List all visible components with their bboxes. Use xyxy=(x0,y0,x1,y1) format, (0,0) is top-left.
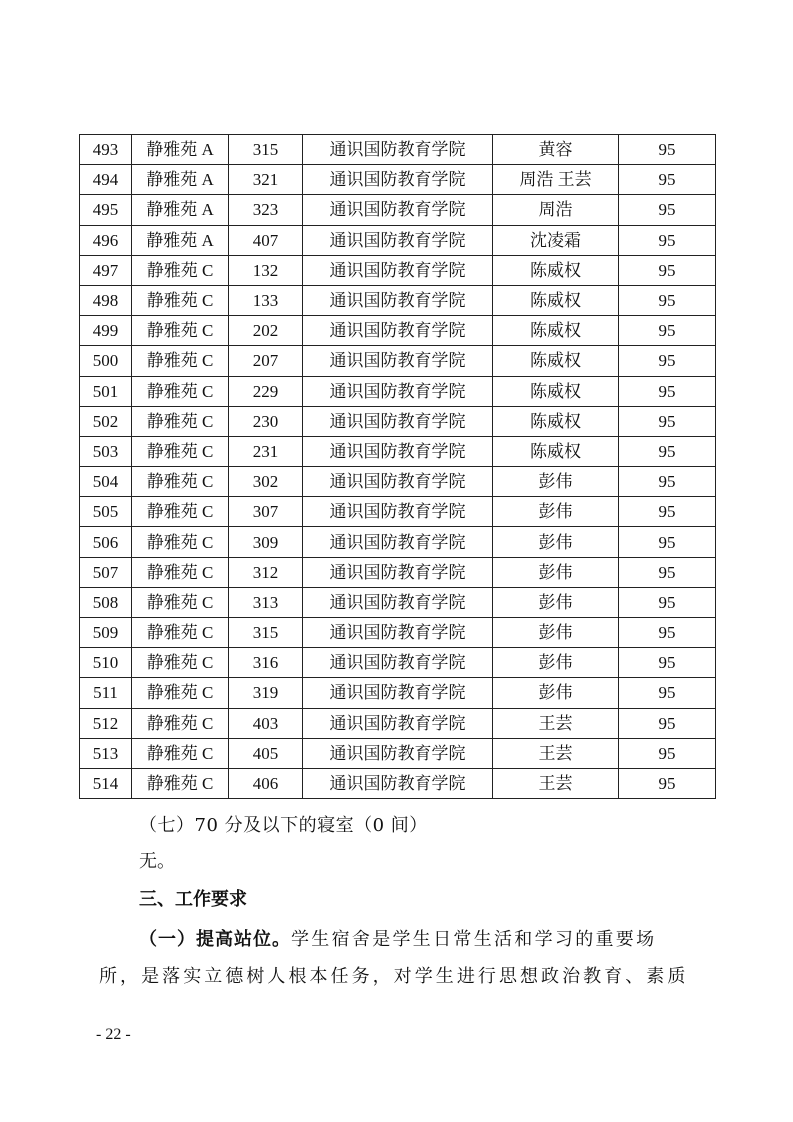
cell-room: 315 xyxy=(229,618,303,648)
cell-building: 静雅苑 C xyxy=(132,255,229,285)
cell-building: 静雅苑 C xyxy=(132,678,229,708)
cell-room: 407 xyxy=(229,225,303,255)
cell-number: 500 xyxy=(80,346,132,376)
cell-person: 陈威权 xyxy=(493,406,619,436)
cell-person: 彭伟 xyxy=(493,618,619,648)
cell-person: 沈凌霜 xyxy=(493,225,619,255)
cell-room: 403 xyxy=(229,708,303,738)
cell-building: 静雅苑 C xyxy=(132,527,229,557)
paragraph-line-2: 所，是落实立德树人根本任务，对学生进行思想政治教育、素质 xyxy=(99,966,689,987)
cell-score: 95 xyxy=(619,285,716,315)
cell-college: 通识国防教育学院 xyxy=(303,436,493,466)
table-row xyxy=(80,436,716,466)
table-row xyxy=(80,195,716,225)
cell-person: 陈威权 xyxy=(493,376,619,406)
cell-number: 511 xyxy=(80,678,132,708)
cell-building: 静雅苑 C xyxy=(132,648,229,678)
cell-college: 通识国防教育学院 xyxy=(303,316,493,346)
cell-room: 202 xyxy=(229,316,303,346)
cell-number: 502 xyxy=(80,406,132,436)
cell-person: 彭伟 xyxy=(493,557,619,587)
cell-score: 95 xyxy=(619,708,716,738)
paragraph-line-1-text: 学生宿舍是学生日常生活和学习的重要场 xyxy=(291,929,657,950)
table-row xyxy=(80,376,716,406)
cell-person: 王芸 xyxy=(493,738,619,768)
cell-person: 周浩 xyxy=(493,195,619,225)
cell-score: 95 xyxy=(619,376,716,406)
table-row xyxy=(80,316,716,346)
cell-score: 95 xyxy=(619,738,716,768)
cell-number: 513 xyxy=(80,738,132,768)
cell-college: 通识国防教育学院 xyxy=(303,768,493,798)
table-row xyxy=(80,255,716,285)
cell-person: 彭伟 xyxy=(493,587,619,617)
cell-college: 通识国防教育学院 xyxy=(303,678,493,708)
table-row xyxy=(80,406,716,436)
cell-building: 静雅苑 C xyxy=(132,376,229,406)
cell-number: 493 xyxy=(80,135,132,165)
cell-building: 静雅苑 C xyxy=(132,768,229,798)
table-row xyxy=(80,678,716,708)
cell-number: 497 xyxy=(80,255,132,285)
cell-score: 95 xyxy=(619,618,716,648)
table-row xyxy=(80,497,716,527)
cell-score: 95 xyxy=(619,195,716,225)
cell-college: 通识国防教育学院 xyxy=(303,165,493,195)
cell-building: 静雅苑 C xyxy=(132,738,229,768)
cell-score: 95 xyxy=(619,316,716,346)
cell-number: 505 xyxy=(80,497,132,527)
table-row xyxy=(80,285,716,315)
cell-room: 406 xyxy=(229,768,303,798)
dormitory-score-table xyxy=(79,134,716,799)
cell-building: 静雅苑 C xyxy=(132,618,229,648)
cell-room: 313 xyxy=(229,587,303,617)
cell-college: 通识国防教育学院 xyxy=(303,225,493,255)
cell-room: 302 xyxy=(229,467,303,497)
cell-number: 494 xyxy=(80,165,132,195)
cell-room: 132 xyxy=(229,255,303,285)
cell-room: 312 xyxy=(229,557,303,587)
cell-room: 133 xyxy=(229,285,303,315)
table-row xyxy=(80,618,716,648)
page-number: - 22 - xyxy=(96,1026,131,1043)
cell-college: 通识国防教育学院 xyxy=(303,648,493,678)
cell-college: 通识国防教育学院 xyxy=(303,618,493,648)
cell-person: 黄容 xyxy=(493,135,619,165)
cell-building: 静雅苑 A xyxy=(132,165,229,195)
cell-number: 495 xyxy=(80,195,132,225)
none-text: 无。 xyxy=(139,851,175,872)
table-body xyxy=(80,135,716,799)
cell-building: 静雅苑 C xyxy=(132,406,229,436)
table-row xyxy=(80,557,716,587)
cell-building: 静雅苑 C xyxy=(132,346,229,376)
cell-building: 静雅苑 C xyxy=(132,497,229,527)
cell-building: 静雅苑 C xyxy=(132,316,229,346)
cell-room: 309 xyxy=(229,527,303,557)
cell-person: 王芸 xyxy=(493,768,619,798)
cell-person: 彭伟 xyxy=(493,527,619,557)
table-row xyxy=(80,708,716,738)
cell-number: 506 xyxy=(80,527,132,557)
cell-room: 207 xyxy=(229,346,303,376)
cell-number: 499 xyxy=(80,316,132,346)
cell-person: 王芸 xyxy=(493,708,619,738)
subheading-seven: （七）70 分及以下的寝室（0 间） xyxy=(139,815,428,836)
cell-score: 95 xyxy=(619,255,716,285)
cell-college: 通识国防教育学院 xyxy=(303,255,493,285)
cell-score: 95 xyxy=(619,406,716,436)
section-heading-work-requirements: 三、工作要求 xyxy=(139,889,247,910)
cell-room: 319 xyxy=(229,678,303,708)
cell-number: 510 xyxy=(80,648,132,678)
cell-score: 95 xyxy=(619,165,716,195)
cell-building: 静雅苑 A xyxy=(132,135,229,165)
cell-number: 508 xyxy=(80,587,132,617)
cell-college: 通识国防教育学院 xyxy=(303,195,493,225)
paragraph-line-1 xyxy=(139,931,739,949)
cell-number: 509 xyxy=(80,618,132,648)
cell-college: 通识国防教育学院 xyxy=(303,135,493,165)
cell-building: 静雅苑 C xyxy=(132,285,229,315)
cell-number: 503 xyxy=(80,436,132,466)
cell-score: 95 xyxy=(619,436,716,466)
cell-score: 95 xyxy=(619,225,716,255)
cell-room: 323 xyxy=(229,195,303,225)
cell-college: 通识国防教育学院 xyxy=(303,708,493,738)
cell-building: 静雅苑 C xyxy=(132,436,229,466)
cell-building: 静雅苑 A xyxy=(132,195,229,225)
cell-building: 静雅苑 C xyxy=(132,587,229,617)
cell-college: 通识国防教育学院 xyxy=(303,527,493,557)
cell-room: 229 xyxy=(229,376,303,406)
cell-room: 405 xyxy=(229,738,303,768)
cell-person: 陈威权 xyxy=(493,285,619,315)
cell-person: 彭伟 xyxy=(493,497,619,527)
cell-building: 静雅苑 C xyxy=(132,708,229,738)
table-row xyxy=(80,527,716,557)
cell-college: 通识国防教育学院 xyxy=(303,285,493,315)
cell-score: 95 xyxy=(619,497,716,527)
cell-college: 通识国防教育学院 xyxy=(303,587,493,617)
cell-score: 95 xyxy=(619,527,716,557)
cell-person: 周浩 王芸 xyxy=(493,165,619,195)
cell-room: 230 xyxy=(229,406,303,436)
cell-number: 507 xyxy=(80,557,132,587)
cell-building: 静雅苑 C xyxy=(132,467,229,497)
cell-room: 315 xyxy=(229,135,303,165)
table-row xyxy=(80,165,716,195)
cell-room: 231 xyxy=(229,436,303,466)
cell-room: 316 xyxy=(229,648,303,678)
cell-person: 陈威权 xyxy=(493,255,619,285)
cell-college: 通识国防教育学院 xyxy=(303,346,493,376)
cell-number: 496 xyxy=(80,225,132,255)
cell-college: 通识国防教育学院 xyxy=(303,497,493,527)
cell-number: 512 xyxy=(80,708,132,738)
cell-person: 陈威权 xyxy=(493,346,619,376)
cell-person: 彭伟 xyxy=(493,648,619,678)
cell-score: 95 xyxy=(619,467,716,497)
cell-college: 通识国防教育学院 xyxy=(303,376,493,406)
cell-score: 95 xyxy=(619,648,716,678)
table-row xyxy=(80,768,716,798)
cell-score: 95 xyxy=(619,135,716,165)
table-row xyxy=(80,648,716,678)
cell-score: 95 xyxy=(619,587,716,617)
cell-number: 514 xyxy=(80,768,132,798)
cell-score: 95 xyxy=(619,346,716,376)
cell-person: 彭伟 xyxy=(493,678,619,708)
cell-person: 陈威权 xyxy=(493,316,619,346)
cell-building: 静雅苑 C xyxy=(132,557,229,587)
cell-person: 彭伟 xyxy=(493,467,619,497)
cell-score: 95 xyxy=(619,768,716,798)
cell-college: 通识国防教育学院 xyxy=(303,557,493,587)
paragraph-lead: （一）提高站位。 xyxy=(139,929,291,950)
table-row xyxy=(80,587,716,617)
cell-room: 321 xyxy=(229,165,303,195)
table-row xyxy=(80,346,716,376)
table-row xyxy=(80,467,716,497)
cell-college: 通识国防教育学院 xyxy=(303,467,493,497)
cell-number: 504 xyxy=(80,467,132,497)
cell-score: 95 xyxy=(619,678,716,708)
cell-person: 陈威权 xyxy=(493,436,619,466)
cell-college: 通识国防教育学院 xyxy=(303,406,493,436)
table-row xyxy=(80,738,716,768)
table-row xyxy=(80,135,716,165)
cell-score: 95 xyxy=(619,557,716,587)
cell-room: 307 xyxy=(229,497,303,527)
cell-number: 498 xyxy=(80,285,132,315)
cell-number: 501 xyxy=(80,376,132,406)
table-row xyxy=(80,225,716,255)
cell-building: 静雅苑 A xyxy=(132,225,229,255)
cell-college: 通识国防教育学院 xyxy=(303,738,493,768)
